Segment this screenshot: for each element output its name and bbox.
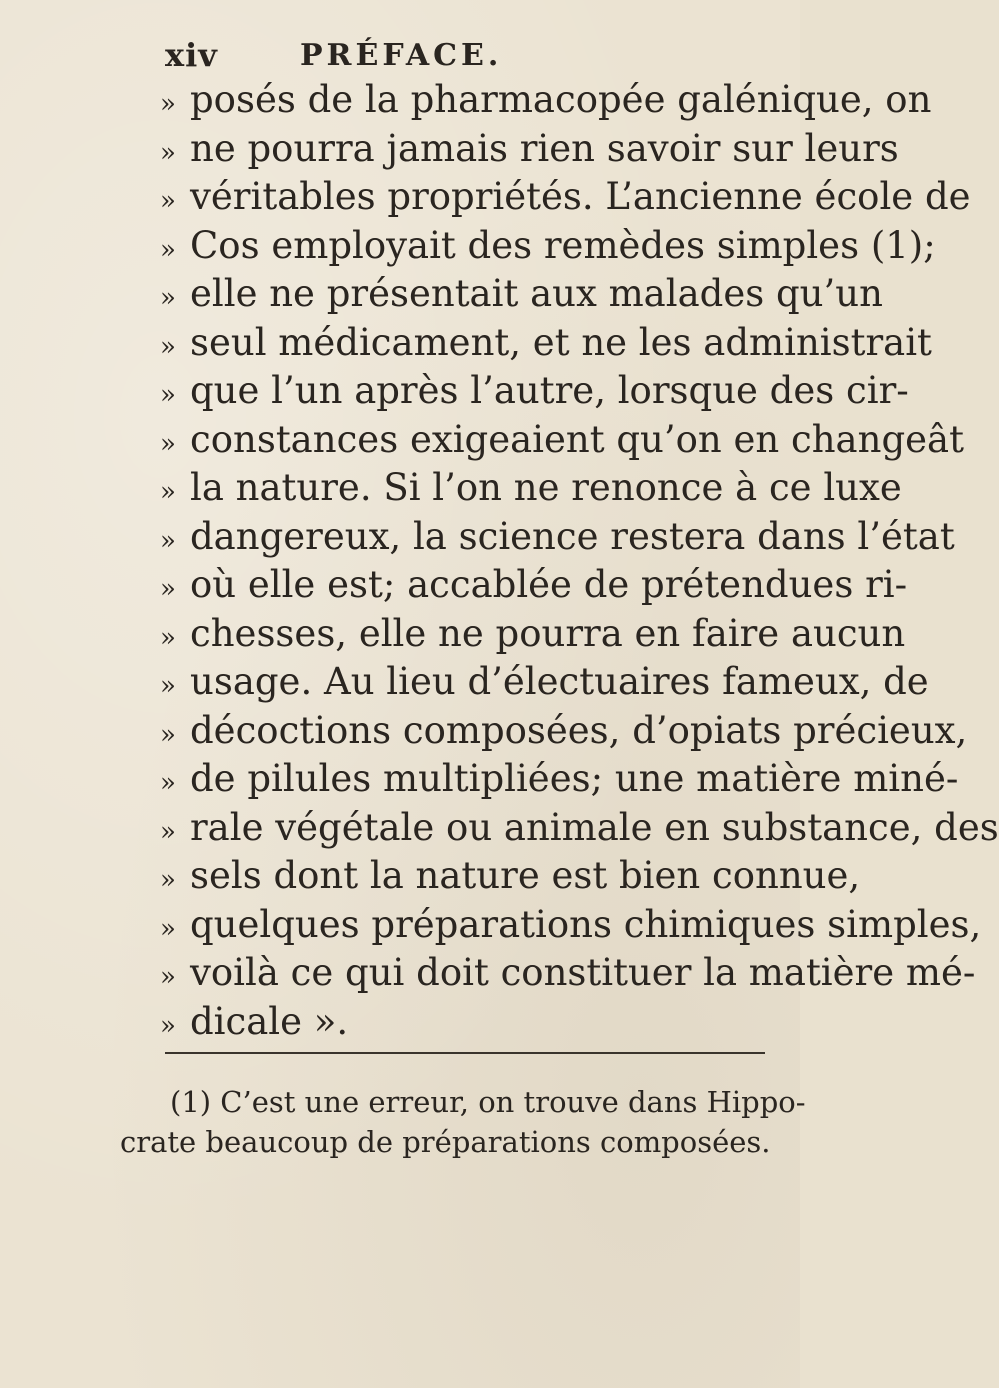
quote-mark: » bbox=[160, 89, 176, 119]
text-line bbox=[160, 951, 976, 1000]
line-text: décoctions composées, d’opiats précieux, bbox=[190, 708, 968, 752]
text-line bbox=[160, 320, 932, 370]
text-line bbox=[160, 223, 936, 273]
line-text: où elle est; accablée de prétendues ri- bbox=[190, 563, 908, 606]
text-line bbox=[160, 805, 999, 855]
text-line bbox=[160, 369, 909, 418]
text-line bbox=[160, 611, 906, 661]
line-text: Cos employait des remèdes simples (1); bbox=[190, 223, 936, 267]
text-line bbox=[160, 417, 964, 467]
footnote-divider bbox=[165, 1052, 765, 1054]
quoted-paragraph bbox=[160, 78, 999, 1048]
line-text: chesses, elle ne pourra en faire aucun bbox=[190, 611, 906, 655]
quote-mark: » bbox=[160, 768, 176, 798]
line-text: constances exigeaient qu’on en changeât bbox=[190, 417, 964, 461]
text-line bbox=[160, 563, 908, 612]
line-text: rale végétale ou animale en substance, des bbox=[190, 805, 999, 849]
quote-mark: » bbox=[160, 428, 176, 459]
page-number: xiv bbox=[165, 36, 218, 74]
line-text: quelques préparations chimiques simples, bbox=[190, 902, 982, 946]
text-line bbox=[160, 466, 902, 515]
quote-mark: » bbox=[160, 186, 176, 216]
quote-mark: » bbox=[160, 671, 176, 701]
quote-mark: » bbox=[160, 1010, 176, 1041]
text-line bbox=[160, 175, 971, 224]
page-header bbox=[165, 28, 725, 78]
line-text: voilà ce qui doit constituer la matière mé- bbox=[190, 951, 976, 994]
line-text: seul médicament, et ne les administrait bbox=[190, 320, 932, 364]
quote-mark: » bbox=[160, 283, 176, 313]
running-head: PRÉFACE. bbox=[300, 38, 503, 73]
line-text: ne pourra jamais rien savoir sur leurs bbox=[190, 126, 899, 170]
quote-mark: » bbox=[160, 477, 176, 507]
text-line bbox=[160, 854, 861, 903]
line-text: de pilules multipliées; une matière miné- bbox=[190, 757, 959, 800]
line-text: dicale ». bbox=[190, 999, 349, 1043]
quote-mark: » bbox=[160, 525, 176, 556]
quote-mark: » bbox=[160, 234, 176, 265]
line-text: usage. Au lieu d’électuaires fameux, de bbox=[190, 660, 929, 703]
text-line bbox=[160, 126, 899, 176]
quote-mark: » bbox=[160, 816, 176, 847]
quote-mark: » bbox=[160, 865, 176, 895]
text-line bbox=[160, 514, 955, 564]
quote-mark: » bbox=[160, 574, 176, 604]
text-line bbox=[160, 757, 959, 806]
line-text: dangereux, la science restera dans l’état bbox=[190, 514, 955, 558]
footnote-line: (1) C’est une erreur, on trouve dans Hippo- bbox=[170, 1085, 806, 1119]
text-line bbox=[160, 902, 982, 952]
line-text: que l’un après l’autre, lorsque des cir- bbox=[190, 369, 909, 412]
line-text: elle ne présentait aux malades qu’un bbox=[190, 272, 883, 315]
footnote-line: crate beaucoup de préparations composées. bbox=[120, 1125, 771, 1159]
quote-mark: » bbox=[160, 962, 176, 992]
quote-mark: » bbox=[160, 622, 176, 653]
line-text: posés de la pharmacopée galénique, on bbox=[190, 78, 932, 121]
quote-mark: » bbox=[160, 380, 176, 410]
text-line bbox=[160, 272, 883, 321]
quote-mark: » bbox=[160, 719, 176, 750]
footnote bbox=[120, 1082, 806, 1162]
quote-mark: » bbox=[160, 137, 176, 168]
text-line bbox=[160, 1000, 790, 1049]
text-line bbox=[160, 708, 968, 758]
text-line bbox=[160, 78, 932, 127]
line-text: véritables propriétés. L’ancienne école de bbox=[190, 175, 971, 218]
quote-mark: » bbox=[160, 331, 176, 362]
quote-mark: » bbox=[160, 913, 176, 944]
text-line bbox=[160, 660, 929, 709]
line-text: sels dont la nature est bien connue, bbox=[190, 854, 861, 897]
line-text: la nature. Si l’on ne renonce à ce luxe bbox=[190, 466, 902, 509]
